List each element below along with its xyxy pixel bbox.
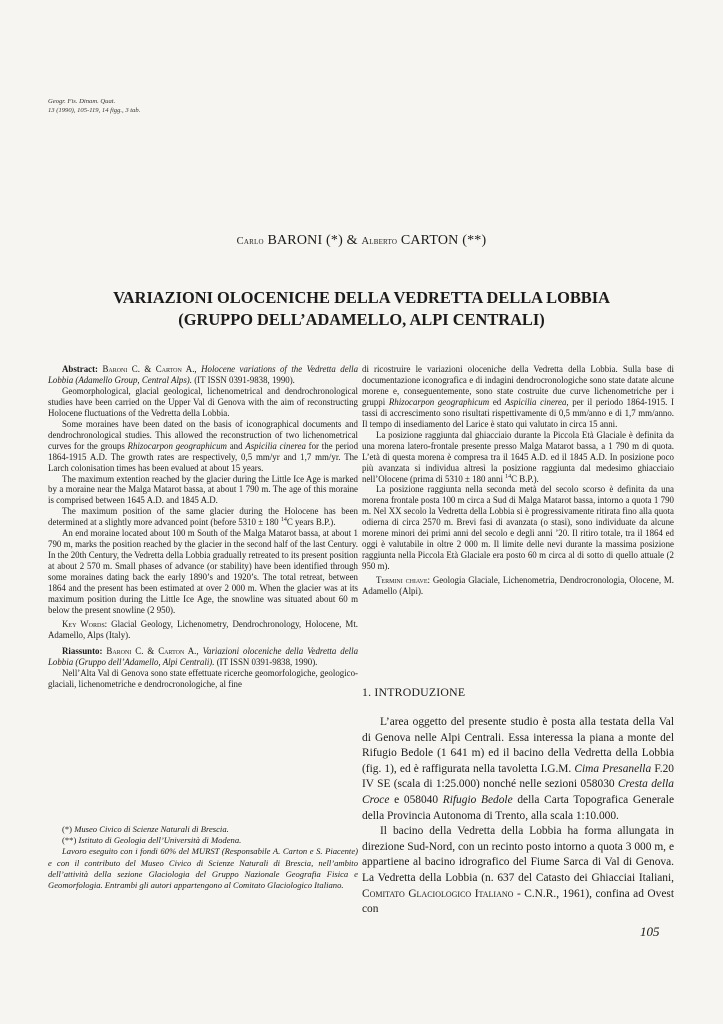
left-column <box>48 364 358 690</box>
abstract-cite-title: Holocene variations of the Vedretta della Lobbia (Adamello Group, Central Alps). <box>48 364 359 385</box>
page-number: 105 <box>640 924 660 939</box>
riassunto-text: per il periodo 1864-1915. I tassi di accrescimento sono risultati rispettivamente di 0,5 mm/anno e di 1,7 mm/anno. Il tempo di insediamento del Larice è stato qui valutato in circa 15 anni. <box>362 396 674 429</box>
species-name: Aspicilia cinerea, <box>504 396 569 407</box>
footnote: Lavoro eseguito con i fondi 60% del MURST (Responsabile A. Carton e S. Piacente) e con il contributo del Museo Civico di Scienze Naturali di Brescia, nell’ambito dell’attività della sezione Glaciologia del Gruppo Nazionale Geografia Fisica e Geomorfologia. Entrambi gli autori appartengono al Comitato Glaciologico Italiano. <box>48 846 358 891</box>
riassunto-cite-authors: Baroni C. & Carton A., <box>106 645 199 656</box>
key-terms-label: Termini chiave: <box>376 575 430 586</box>
intro-text: - C.N.R., 1961), confina ad Ovest con <box>362 887 674 916</box>
abstract-label: Abstract: <box>62 364 98 374</box>
journal-name: Geogr. Fis. Dinam. Quat. <box>48 98 116 105</box>
riassunto-text: C B.P.). <box>511 473 539 484</box>
intro-text: L’area oggetto del presente studio è posta alla testata della Val di Genova nelle Alpi Centrali. Essa interessa la piana a monte del Rifugio Bedole (1 641 m) ed il bacino della Vedretta della Lobbia (fig. 1), ed è raffigurata nella tavoletta I.G.M. <box>362 716 674 775</box>
footnote-text: Istituto di Geologia dell’Università di Modena. <box>78 835 242 846</box>
organization-name: Comitato Glaciologico Italiano <box>362 887 514 900</box>
intro-text: della Carta Topografica Generale della Provincia Autonoma di Trento, alla scala 1:10.000. <box>362 793 674 822</box>
intro-text: e 058040 <box>394 793 439 806</box>
riassunto-citation <box>48 646 358 668</box>
isotope-superscript: 14 <box>280 517 287 524</box>
species-name: Rhizocarpon geographicum <box>388 396 490 407</box>
map-sheet-name: Cresta della Croce <box>362 778 674 806</box>
intro-text: Il bacino della Vedretta della Lobbia ha forma allungata in direzione Sud-Nord, con un recinto posto intorno a quota 3 000 m, e appartiene al bacino idrografico del Fiume Sarca di Val di Genova. La Vedretta della Lobbia (n. 637 del Catasto dei Ghiacciai Italiani, <box>362 825 674 884</box>
author2-mark: (**) <box>462 233 487 248</box>
riassunto-cite-title: Variazioni oloceniche della Vedretta della Lobbia (Gruppo dell’Adamello, Alpi Centrali). <box>48 645 359 667</box>
key-terms <box>362 575 674 597</box>
footnotes <box>48 824 358 891</box>
riassunto-cite-issn: (IT ISSN 0391-9838, 1990). <box>216 656 318 667</box>
abstract-citation <box>48 364 358 386</box>
riassunto-paragraph: La posizione raggiunta nella seconda metà del secolo scorso è definita da una morena frontale posta 100 m circa a Sud di Malga Matarot bassa, intorno a quota 1 790 m. Nel XX secolo la Vedretta della Lobbia si è progressivamente ritirata fino alla quota odierna di circa 2570 m. Brevi fasi di avanzata (o stasi), sono individuate da alcune morene minori dei primi anni del secolo e degli anni ’20. Il ritiro totale, tra il 1864 ed oggi è valutabile in oltre 2 000 m. Il limite delle nevi durante la massima posizione raggiunta nella Piccola Età Glaciale era posto 60 m circa al di sotto di quello attuale (2 950 m). <box>362 484 674 572</box>
author1-last: BARONI <box>267 233 323 248</box>
introduction-body <box>362 715 674 918</box>
keywords-label: Key Words: <box>62 618 108 629</box>
abstract-paragraph: An end moraine located about 100 m South of the Malga Matarot bassa, at about 1 790 m, marks the position reached by the glacier in the second half of the last Century. In the 20th Century, the Vedretta della Lobbia gradually retreated to its present position at about 2 570 m. Small phases of advance (or stability) have been identified through some moraines dating back the early 1890’s and 1920’s. The total retreat, between 1864 and the present has been estimated at over 2 000 m. When the glacier was at its maximum position during the Little Ice Age, the snowline was situated about 60 m below the present snowline (2 950). <box>48 528 358 615</box>
section-heading <box>362 685 465 700</box>
riassunto-text: ed <box>492 396 502 407</box>
author2-first: Alberto <box>361 236 398 247</box>
species-name: Aspicilia cinerea <box>245 440 306 451</box>
keywords <box>48 619 358 641</box>
abstract-paragraph <box>48 506 358 528</box>
title-line-1: VARIAZIONI OLOCENICHE DELLA VEDRETTA DELLA LOBBIA <box>113 288 610 307</box>
riassunto-paragraph <box>362 430 674 485</box>
keywords-text: Glacial Geology, Lichenometry, Dendrochronology, Holocene, Mt. Adamello, Alps (Italy). <box>48 618 358 640</box>
author2-last: CARTON <box>400 233 459 248</box>
section-number: 1. <box>362 685 372 699</box>
abstract-text: Some moraines have been dated on the basis of iconographical documents and dendrochronological studies. This allowed the reconstruction of two lichenometrical curves for the groups <box>48 418 358 451</box>
species-name: Rhizocarpon geographicum <box>127 440 227 451</box>
authors-amp: & <box>346 233 358 248</box>
riassunto-paragraph <box>362 364 674 430</box>
intro-paragraph <box>362 715 674 824</box>
abstract-text: C years B.P.). <box>286 517 336 528</box>
intro-paragraph <box>362 824 674 918</box>
title-line-2: (GRUPPO DELL’ADAMELLO, ALPI CENTRALI) <box>178 310 545 329</box>
abstract-cite-issn: (IT ISSN 0391-9838, 1990). <box>194 374 295 385</box>
abstract-text: The maximum position of the same glacier during the Holocene has been determined at a slightly more advanced point (before 5310 ± 180 <box>48 506 358 528</box>
abstract-cite-authors: Baroni C. & Carton A., <box>102 364 197 374</box>
journal-volume: 13 (1990), 105-119, 14 figg., 3 tab. <box>48 107 141 114</box>
map-sheet-name: Cima Presanella <box>574 762 652 775</box>
abstract-paragraph: Geomorphological, glacial geological, lichenometrical and dendrochronological studies have been carried on the Upper Val di Genova with the aim of reconstructing Holocene fluctuations of the Vedretta della Lobbia. <box>48 385 358 418</box>
journal-reference <box>48 97 140 115</box>
author1-mark: (*) <box>326 233 343 248</box>
footnote-mark: (**) <box>62 835 77 846</box>
abstract-paragraph: The maximum extention reached by the glacier during the Little Ice Age is marked by a moraine near the Malga Matarot bassa, at about 1 790 m. The age of this moraine is comprised between 1645 A.D. and 1845 A.D. <box>48 473 358 506</box>
key-terms-text: Geologia Glaciale, Lichenometria, Dendrocronologia, Olocene, M. Adamello (Alpi). <box>362 575 675 597</box>
right-column <box>362 364 674 597</box>
abstract-text: for the period 1864-1915 A.D. The growth rates are respectively, 0,5 mm/yr and 1,7 mm/yr. The Larch colonisation times has been evalued at about 15 years. <box>48 440 359 473</box>
author1-first: Carlo <box>236 236 264 247</box>
riassunto-text: La posizione raggiunta dal ghiacciaio durante la Piccola Età Glaciale è definita da una morena latero-frontale presente presso Malga Matarot bassa, a 1 790 m di quota. L’età di questa morena è compresa tra il 1645 A.D. ed il 1845 A.D. In posizione poco più avanzata si individua altresì la posizione raggiunta dal medesimo ghiacciaio nell’Olocene (prima di 5310 ± 180 anni <box>362 429 674 484</box>
riassunto-label: Riassunto: <box>62 645 103 656</box>
riassunto-paragraph: Nell’Alta Val di Genova sono state effettuate ricerche geomorfologiche, geologico-glaciali, lichenometriche e dendrocronologiche, al fine <box>48 667 358 689</box>
abstract-text: and <box>229 440 243 451</box>
footnote-text: Museo Civico di Scienze Naturali di Brescia. <box>74 824 229 834</box>
abstract-paragraph <box>48 419 358 474</box>
footnote <box>48 835 358 846</box>
map-sheet-name: Rifugio Bedole <box>442 793 513 806</box>
riassunto-text: di ricostruire le variazioni oloceniche della Vedretta della Lobbia. Sulla base di documentazione iconografica e di indagini dendrocronologiche sono state datate alcune morene e, conseguentemente, sono state costruite due curve lichenometriche per i gruppi <box>362 364 674 407</box>
authors-line <box>0 233 723 249</box>
footnote <box>48 824 358 835</box>
section-title: INTRODUZIONE <box>374 685 466 699</box>
intro-text: F.20 IV SE (scala di 1:25.000) nonché nelle sezioni 058030 <box>362 762 674 791</box>
footnote-mark: (*) <box>62 824 73 834</box>
isotope-superscript: 14 <box>505 473 512 480</box>
paper-title <box>60 287 663 331</box>
